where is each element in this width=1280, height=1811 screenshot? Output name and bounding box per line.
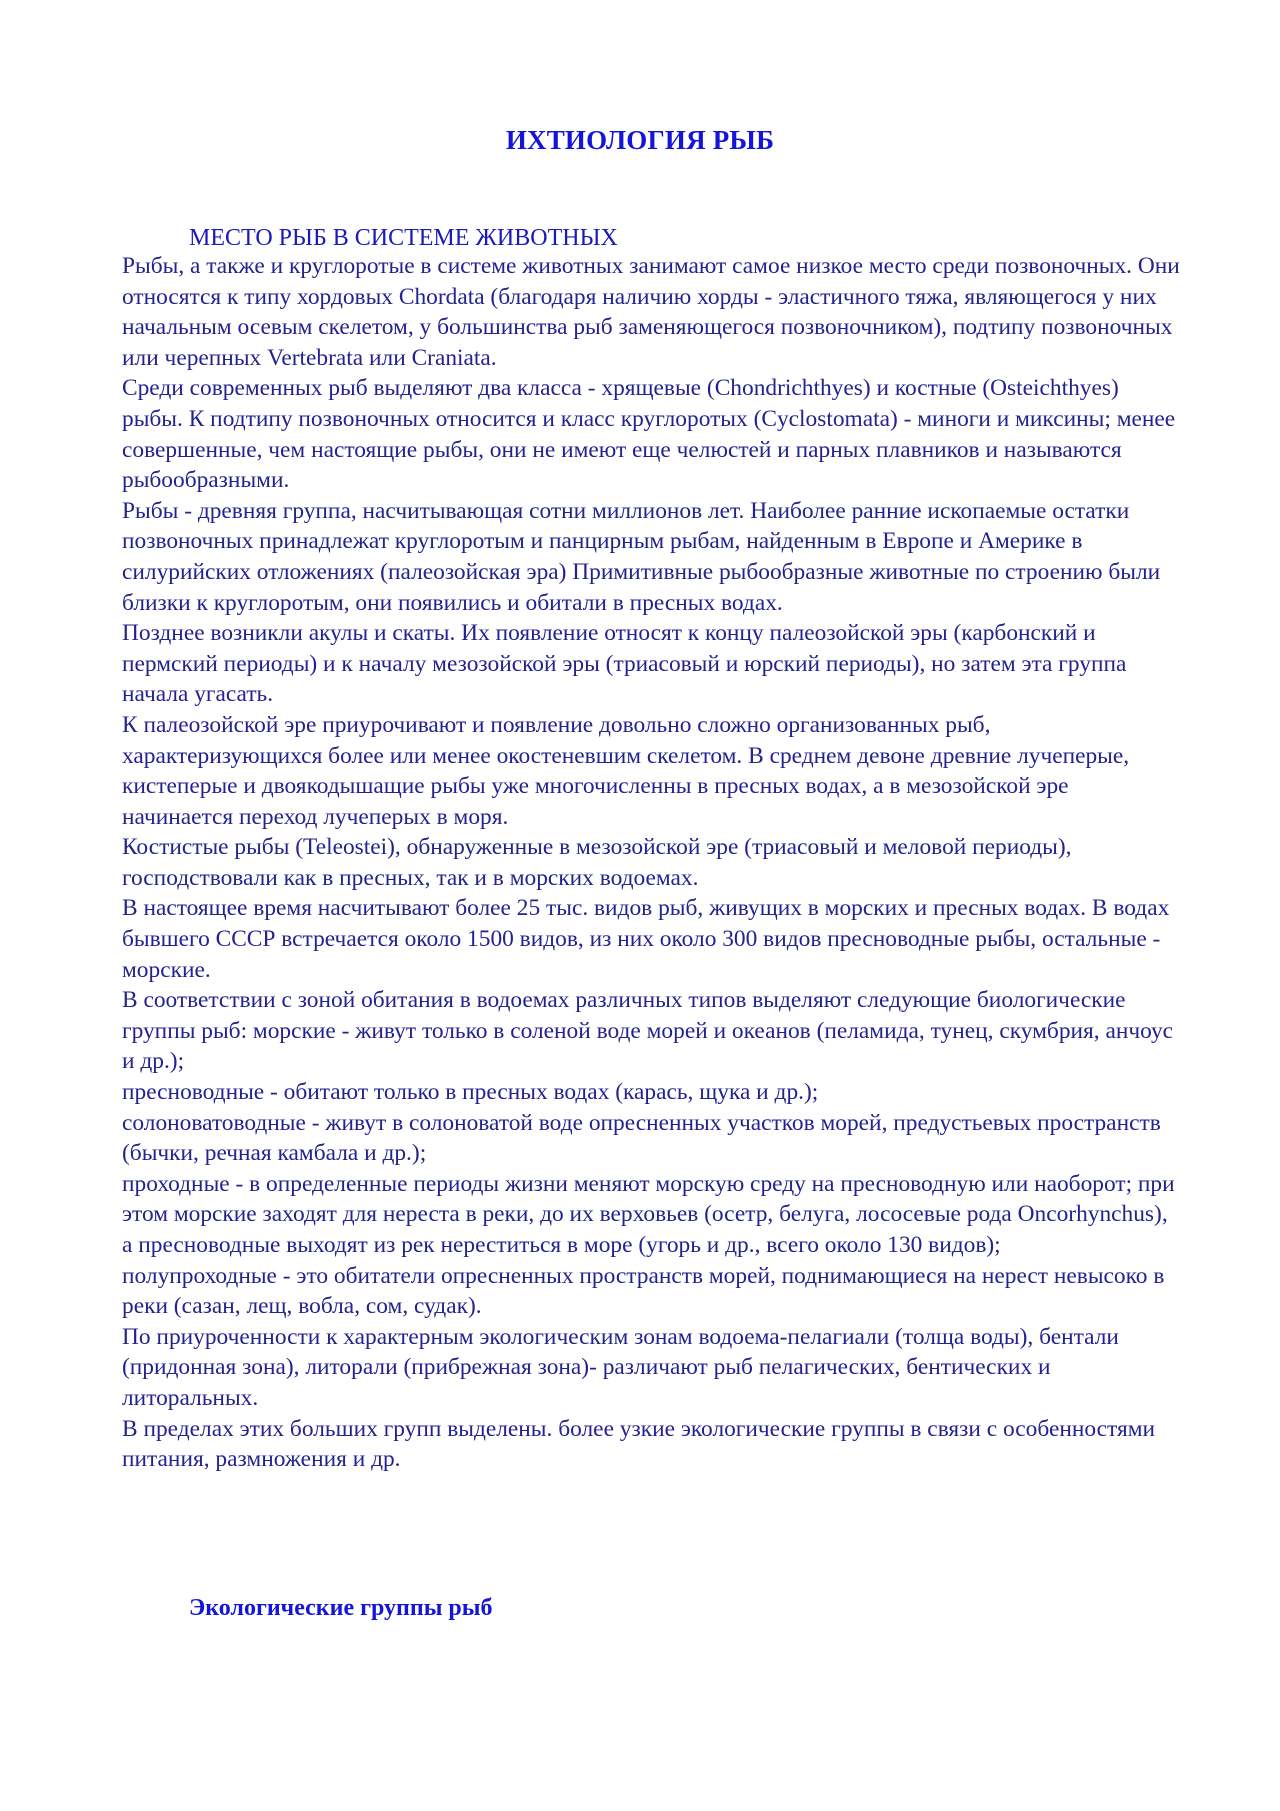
- section-heading: МЕСТО РЫБ В СИСТЕМЕ ЖИВОТНЫХ: [189, 225, 618, 251]
- document-title: ИХТИОЛОГИЯ РЫБ: [505, 125, 775, 155]
- document-body: [122, 251, 1182, 1475]
- paragraph: К палеозойской эре приурочивают и появление довольно сложно организованных рыб, характеризующихся более или менее окостеневшим скелетом. В среднем девоне древние лучеперые, кистеперые и двоякодышащие рыбы уже многочисленны в пресных водах, а в мезозойской эре начинается переход лучеперых в моря.: [122, 711, 1130, 830]
- paragraph: Костистые рыбы (Teleostei), обнаруженные в мезозойской эре (триасовый и меловой периоды), господствовали как в пресных, так и в морских водоемах.: [122, 834, 1072, 891]
- paragraph: В пределах этих больших групп выделены. более узкие экологические группы в связи с особенностями питания, размножения и др.: [122, 1415, 1156, 1473]
- paragraph: По приуроченности к характерным экологическим зонам водоема-пелагиали (толща воды), бентали (придонная зона), литорали (прибрежная зона)- различают рыб пелагических, бентических и литоральных.: [122, 1323, 1119, 1411]
- paragraph: Рыбы, а также и круглоротые в системе животных занимают самое низкое место среди позвоночных. Они относятся к типу хордовых Chordata (благодаря наличию хорды - эластичного тяжа, являющегося у них начальным осевым скелетом, у большинства рыб заменяющегося позвоночником), подтипу позвоночных или черепных Vertebrata или Craniata.: [122, 253, 1180, 371]
- paragraph: солоноватоводные - живут в солоноватой воде опресненных участков морей, предустьевых пространств (бычки, речная камбала и др.);: [122, 1109, 1161, 1167]
- paragraph: В настоящее время насчитывают более 25 тыс. видов рыб, живущих в морских и пресных водах. В водах бывшего СССР встречается около 1500 видов, из них около 300 видов пресноводные рыбы, остальные - морские.: [122, 895, 1170, 983]
- paragraph: проходные - в определенные периоды жизни меняют морскую среду на пресноводную или наоборот; при этом морские заходят для нереста в реки, до их верховьев (осетр, белуга, лососевые рода Oncorhynchus), а пресноводные выходят из рек нереститься в море (угорь и др., всего около 130 видов);: [122, 1170, 1175, 1258]
- paragraph: Позднее возникли акулы и скаты. Их появление относят к концу палеозойской эры (карбонский и пермский периоды) и к началу мезозойской эры (триасовый и юрский периоды), но затем эта группа начала угасать.: [122, 620, 1127, 708]
- subheading: Экологические группы рыб: [189, 1595, 493, 1621]
- paragraph: Рыбы - древняя группа, насчитывающая сотни миллионов лет. Наиболее ранние ископаемые остатки позвоночных принадлежат круглоротым и панцирным рыбам, найденным в Европе и Америке в силурийских отложениях (палеозойская эра) Примитивные рыбообразные животные по строению были близки к круглоротым, они появились и обитали в пресных водах.: [122, 497, 1161, 616]
- paragraph: Среди современных рыб выделяют два класса - хрящевые (Chondrichthyes) и костные (Osteichthyes) рыбы. К подтипу позвоночных относится и класс круглоротых (Cyclostomata) - миноги и миксины; менее совершенные, чем настоящие рыбы, они не имеют еще челюстей и парных плавников и называются рыбообразными.: [122, 375, 1176, 494]
- paragraph: полупроходные - это обитатели опресненных пространств морей, поднимающиеся на нерест невысоко в реки (сазан, лещ, вобла, сом, судак).: [122, 1262, 1165, 1320]
- paragraph: В соответствии с зоной обитания в водоемах различных типов выделяют следующие биологические группы рыб: морские - живут только в соленой воде морей и океанов (пеламида, тунец, скумбрия, анчоус и др.);: [122, 987, 1174, 1075]
- paragraph: пресноводные - обитают только в пресных водах (карась, щука и др.);: [122, 1079, 819, 1106]
